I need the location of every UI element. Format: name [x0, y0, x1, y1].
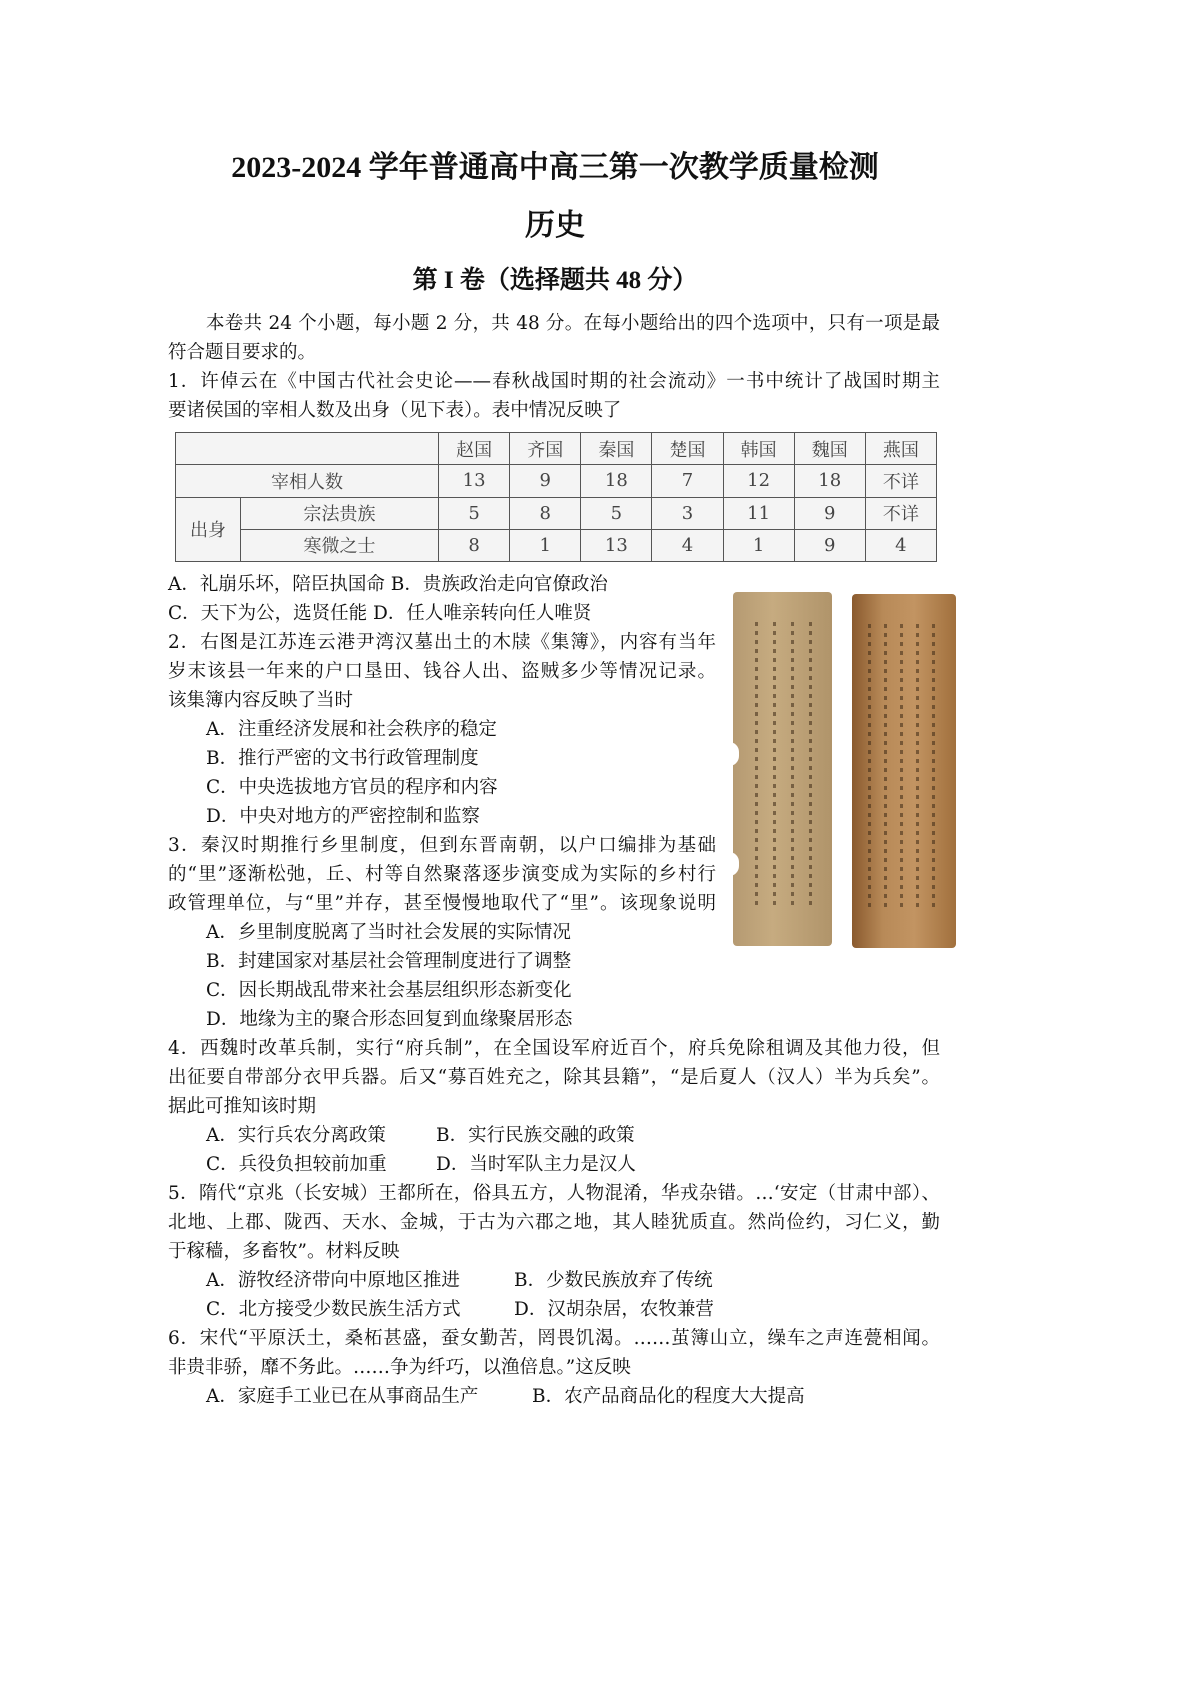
question-stem: 北地、上郡、陇西、天水、金城，于古为六郡之地，其人睦犹质直。然尚俭约，习仁义，勤: [168, 1212, 940, 1233]
question-stem: 2．右图是江苏连云港尹湾汉墓出土的木牍《集簿》，内容有当年: [168, 632, 716, 653]
table-cell: 3: [652, 497, 723, 529]
table-cell: 12: [723, 465, 794, 497]
exam-title: 2023-2024 学年普通高中高三第一次教学质量检测: [231, 151, 879, 184]
answer-option: A．乡里制度脱离了当时社会发展的实际情况: [206, 922, 571, 943]
table-header: 秦国: [581, 433, 652, 465]
answer-option: D．汉胡杂居，农牧兼营: [514, 1299, 714, 1320]
answer-option: C．中央选拔地方官员的程序和内容: [206, 777, 498, 798]
answer-option: C．天下为公，选贤任能 D．任人唯亲转向任人唯贤: [168, 603, 592, 624]
question-stem: 1．许倬云在《中国古代社会史论——春秋战国时期的社会流动》一书中统计了战国时期主: [168, 371, 940, 392]
table-cell: 18: [794, 465, 865, 497]
table-header: 齐国: [510, 433, 581, 465]
row-label: 寒微之士: [241, 529, 439, 561]
table-cell: 5: [439, 497, 510, 529]
answer-option: C．北方接受少数民族生活方式: [206, 1299, 461, 1320]
question-stem: 据此可推知该时期: [168, 1096, 317, 1117]
answer-option: C．兵役负担较前加重: [206, 1154, 387, 1175]
question-stem: 5．隋代“京兆（长安城）王都所在，俗具五方，人物混淆，华戎杂错。…‘安定（甘肃中部）、: [168, 1183, 940, 1204]
table-header: 赵国: [439, 433, 510, 465]
answer-option: A．礼崩乐坏，陪臣执国命 B．贵族政治走向官僚政治: [168, 574, 608, 595]
table-cell: 不详: [865, 465, 936, 497]
answer-option: A．实行兵农分离政策: [206, 1125, 386, 1146]
table-header: 楚国: [652, 433, 723, 465]
question-stem: 政管理单位，与“里”并存，甚至慢慢地取代了“里”。该现象说明: [168, 893, 716, 914]
question-stem: 该集簿内容反映了当时: [168, 690, 354, 711]
section-title: 第 I 卷（选择题共 48 分）: [412, 267, 698, 294]
chancellor-table: [175, 432, 937, 562]
table-cell: 9: [794, 497, 865, 529]
question-stem: 出征要自带部分衣甲兵器。后又“募百姓充之，除其县籍”，“是后夏人（汉人）半为兵矣”。: [168, 1067, 940, 1088]
question-stem: 于稼穑，多畜牧”。材料反映: [168, 1241, 400, 1262]
answer-option: B．封建国家对基层社会管理制度进行了调整: [206, 951, 572, 972]
question-stem: 6．宋代“平原沃土，桑柘甚盛，蚕女勤苦，罔畏饥渴。……茧簿山立，缲车之声连甍相闻。: [168, 1328, 940, 1349]
table-cell: 13: [581, 529, 652, 561]
answer-option: D．中央对地方的严密控制和监察: [206, 806, 480, 827]
subject-title: 历史: [525, 209, 585, 242]
answer-option: D．地缘为主的聚合形态回复到血缘聚居形态: [206, 1009, 573, 1030]
row-label: 宰相人数: [176, 465, 439, 497]
wooden-slip-image: [733, 592, 832, 946]
table-cell: 18: [581, 465, 652, 497]
answer-option: B．实行民族交融的政策: [436, 1125, 635, 1146]
table-header: 魏国: [794, 433, 865, 465]
row-label: 宗法贵族: [241, 497, 439, 529]
table-cell: 不详: [865, 497, 936, 529]
answer-option: B．推行严密的文书行政管理制度: [206, 748, 479, 769]
table-cell: 11: [723, 497, 794, 529]
table-cell: 4: [865, 529, 936, 561]
row-group-label: 出身: [176, 497, 241, 562]
table-cell: 7: [652, 465, 723, 497]
question-stem: 3．秦汉时期推行乡里制度，但到东晋南朝，以户口编排为基础: [168, 835, 716, 856]
answer-option: C．因长期战乱带来社会基层组织形态新变化: [206, 980, 572, 1001]
table-cell: 5: [581, 497, 652, 529]
answer-option: A．注重经济发展和社会秩序的稳定: [206, 719, 497, 740]
table-cell: 8: [439, 529, 510, 561]
table-row: [176, 433, 937, 465]
question-stem: 非贵非骄，靡不务此。……争为纤巧，以渔倍息。”这反映: [168, 1357, 631, 1378]
answer-option: D．当时军队主力是汉人: [436, 1154, 636, 1175]
table-cell: 13: [439, 465, 510, 497]
table-cell: 4: [652, 529, 723, 561]
instructions-line: 符合题目要求的。: [168, 342, 317, 363]
answer-option: B．少数民族放弃了传统: [514, 1270, 713, 1291]
answer-option: A．游牧经济带向中原地区推进: [206, 1270, 460, 1291]
question-stem: 的“里”逐渐松弛，丘、村等自然聚落逐步演变成为实际的乡村行: [168, 864, 716, 885]
answer-option: B．农产品商品化的程度大大提高: [532, 1386, 805, 1407]
table-row: [176, 465, 937, 497]
table-corner-cell: [176, 433, 439, 465]
question-stem: 岁末该县一年来的户口垦田、钱谷人出、盗贼多少等情况记录。: [168, 661, 716, 682]
table-row: [176, 529, 937, 561]
table-header: 燕国: [865, 433, 936, 465]
wooden-slip-image: [852, 594, 956, 948]
question-stem: 4．西魏时改革兵制，实行“府兵制”，在全国设军府近百个，府兵免除租调及其他力役，但: [168, 1038, 940, 1059]
table-cell: 1: [723, 529, 794, 561]
table-cell: 9: [794, 529, 865, 561]
answer-option: A．家庭手工业已在从事商品生产: [206, 1386, 479, 1407]
table-cell: 1: [510, 529, 581, 561]
table-cell: 8: [510, 497, 581, 529]
question-stem: 要诸侯国的宰相人数及出身（见下表）。表中情况反映了: [168, 400, 622, 421]
table-header: 韩国: [723, 433, 794, 465]
table-row: [176, 497, 937, 529]
instructions-line: 本卷共 24 个小题，每小题 2 分，共 48 分。在每小题给出的四个选项中，只有一项是最: [206, 313, 940, 334]
table-cell: 9: [510, 465, 581, 497]
